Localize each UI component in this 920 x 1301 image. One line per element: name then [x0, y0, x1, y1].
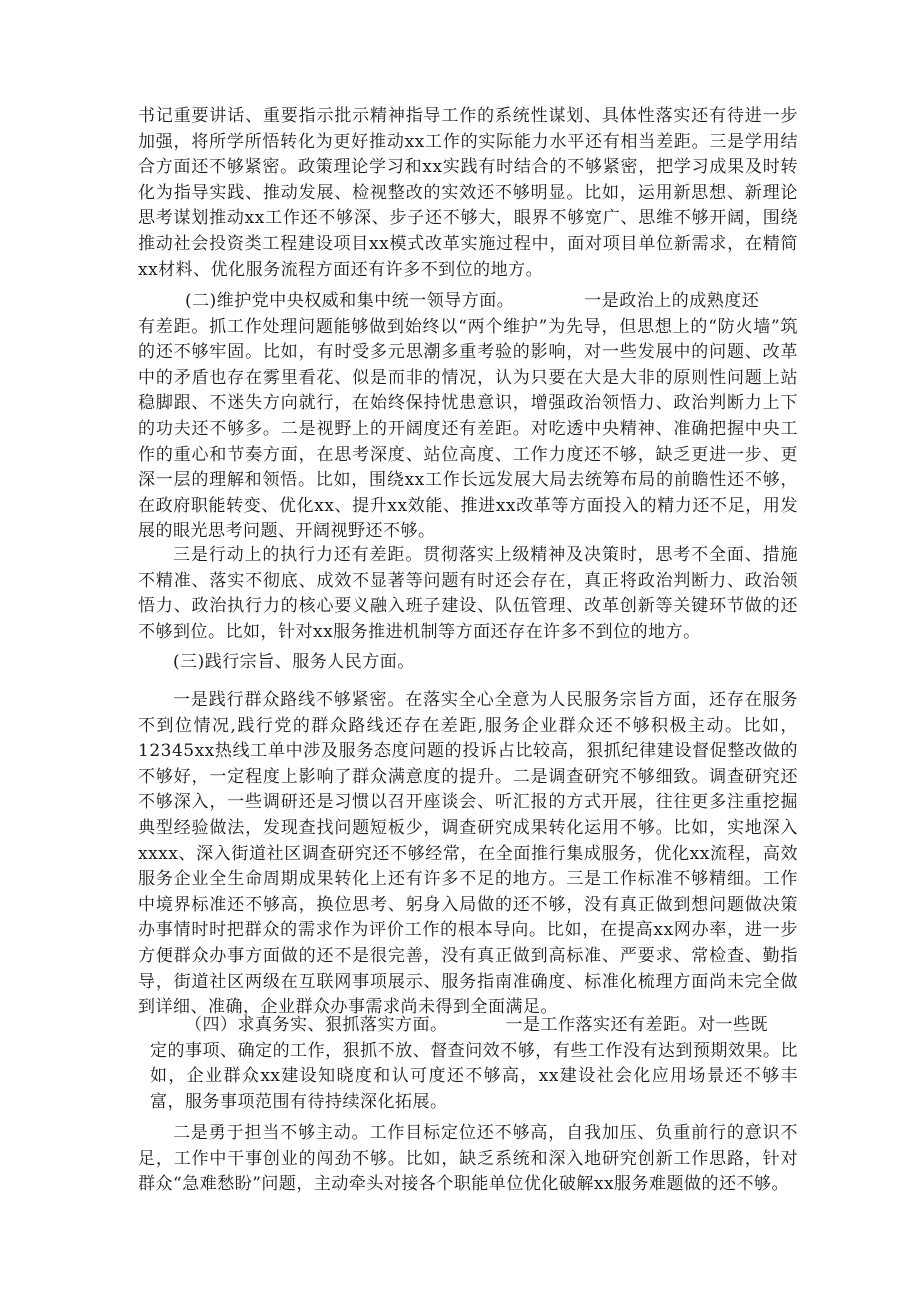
paragraph-6-first-line [138, 1013, 798, 1039]
paragraph-2-lead: 一是政治上的成熟度还 [584, 291, 760, 311]
paragraph-7: 二是勇于担当不够主动。工作目标定位还不够高，自我加压、负重前行的意识不足，工作中干事创业的闯劲不够。比如，缺乏系统和深入地研究创新工作思路，针对群众“急难愁盼”问题，主动牵头对接各个职能单位优化破解xx服务难题做的还不够。 [138, 1123, 798, 1195]
paragraph-6 [138, 1013, 798, 1115]
paragraph-3: 三是行动上的执行力还有差距。贯彻落实上级精神及决策时，思考不全面、措施不精准、落实不彻底、成效不显著等问题有时还会存在，真正将政治判断力、政治领悟力、政治执行力的核心要义融入班子建设、队伍管理、改革创新等关键环节做的还不够到位。比如，针对xx服务推进机制等方面还存在许多不到位的地方。 [138, 545, 798, 642]
paragraph-2-first-line [138, 289, 798, 315]
paragraph-5: 一是践行群众路线不够紧密。在落实全心全意为人民服务宗旨方面，还存在服务不到位情况,践行党的群众路线还存在差距,服务企业群众还不够积极主动。比如，12345xx热线工单中涉及服务态度问题的投诉占比较高，狠抓纪律建设督促整改做的不够好，一定程度上影响了群众满意度的提升。二是调查研究不够细致。调查研究还不够深入，一些调研还是习惯以召开座谈会、听汇报的方式开展，往往更多注重挖掘典型经验做法，发现查找问题短板少，调查研究成果转化运用不够。比如，实地深入xxxx、深入街道社区调查研究还不够经常，在全面推行集成服务，优化xx流程，高效服务企业全生命周期成果转化上还有许多不足的地方。三是工作标准不够精细。工作中境界标准还不够高，换位思考、躬身入局做的还不够，没有真正做到想问题做决策办事情时时把群众的需求作为评价工作的根本导向。比如，在提高xx网办率，进一步方便群众办事方面做的还不是很完善，没有真正做到高标准、严要求、常检查、勤指导，街道社区两级在互联网事项展示、服务指南准确度、标准化梳理方面尚未完全做到详细、准确，企业群众办事需求尚未得到全面满足。 [138, 690, 798, 1018]
section-heading-4: （四）求真务实、狠抓落实方面。 [185, 1015, 448, 1035]
section-heading-2: (二)维护党中央权威和集中统一领导方面。 [185, 291, 515, 311]
paragraph-2-body: 有差距。抓工作处理问题能够做到始终以“两个维护”为先导，但思想上的“防火墙”筑的还不够牢固。比如，有时受多元思潮多重考验的影响，对一些发展中的问题、改革中的矛盾也存在雾里看花、似是而非的情况，认为只要在大是大非的原则性问题上站稳脚跟、不迷失方向就行，在始终保持忧患意识，增强政治领悟力、政治判断力上下的功夫还不够多。二是视野上的开阔度还有差距。对吃透中央精神、准确把握中央工作的重心和节奏方面，在思考深度、站位高度、工作力度还不够，缺乏更进一步、更深一层的理解和领悟。比如，围绕xx工作长远发展大局去统筹布局的前瞻性还不够，在政府职能转变、优化xx、提升xx效能、推进xx改革等方面投入的精力还不足，用发展的眼光思考问题、开阔视野还不够。 [138, 316, 798, 542]
paragraph-6-body: 定的事项、确定的工作，狠抓不放、督查问效不够，有些工作没有达到预期效果。比如，企业群众xx建设知晓度和认可度还不够高，xx建设社会化应用场景还不够丰富，服务事项范围有待持续深化拓展。 [150, 1040, 798, 1112]
paragraph-1: 书记重要讲话、重要指示批示精神指导工作的系统性谋划、具体性落实还有待进一步加强，将所学所悟转化为更好推动xx工作的实际能力水平还有相当差距。三是学用结合方面还不够紧密。政策理论学习和xx实践有时结合的不够紧密，把学习成果及时转化为指导实践、推动发展、检视整改的实效还不够明显。比如，运用新思想、新理论思考谋划推动xx工作还不够深、步子还不够大，眼界不够宽广、思维不够开阔，围绕推动社会投资类工程建设项目xx模式改革实施过程中，面对项目单位新需求，在精简xx材料、优化服务流程方面还有许多不到位的地方。 [138, 106, 798, 280]
paragraph-6-lead: 一是工作落实还有差距。对一些既 [505, 1015, 768, 1035]
paragraph-2 [138, 289, 798, 545]
section-heading-3: (三)践行宗旨、服务人民方面。 [173, 652, 415, 672]
